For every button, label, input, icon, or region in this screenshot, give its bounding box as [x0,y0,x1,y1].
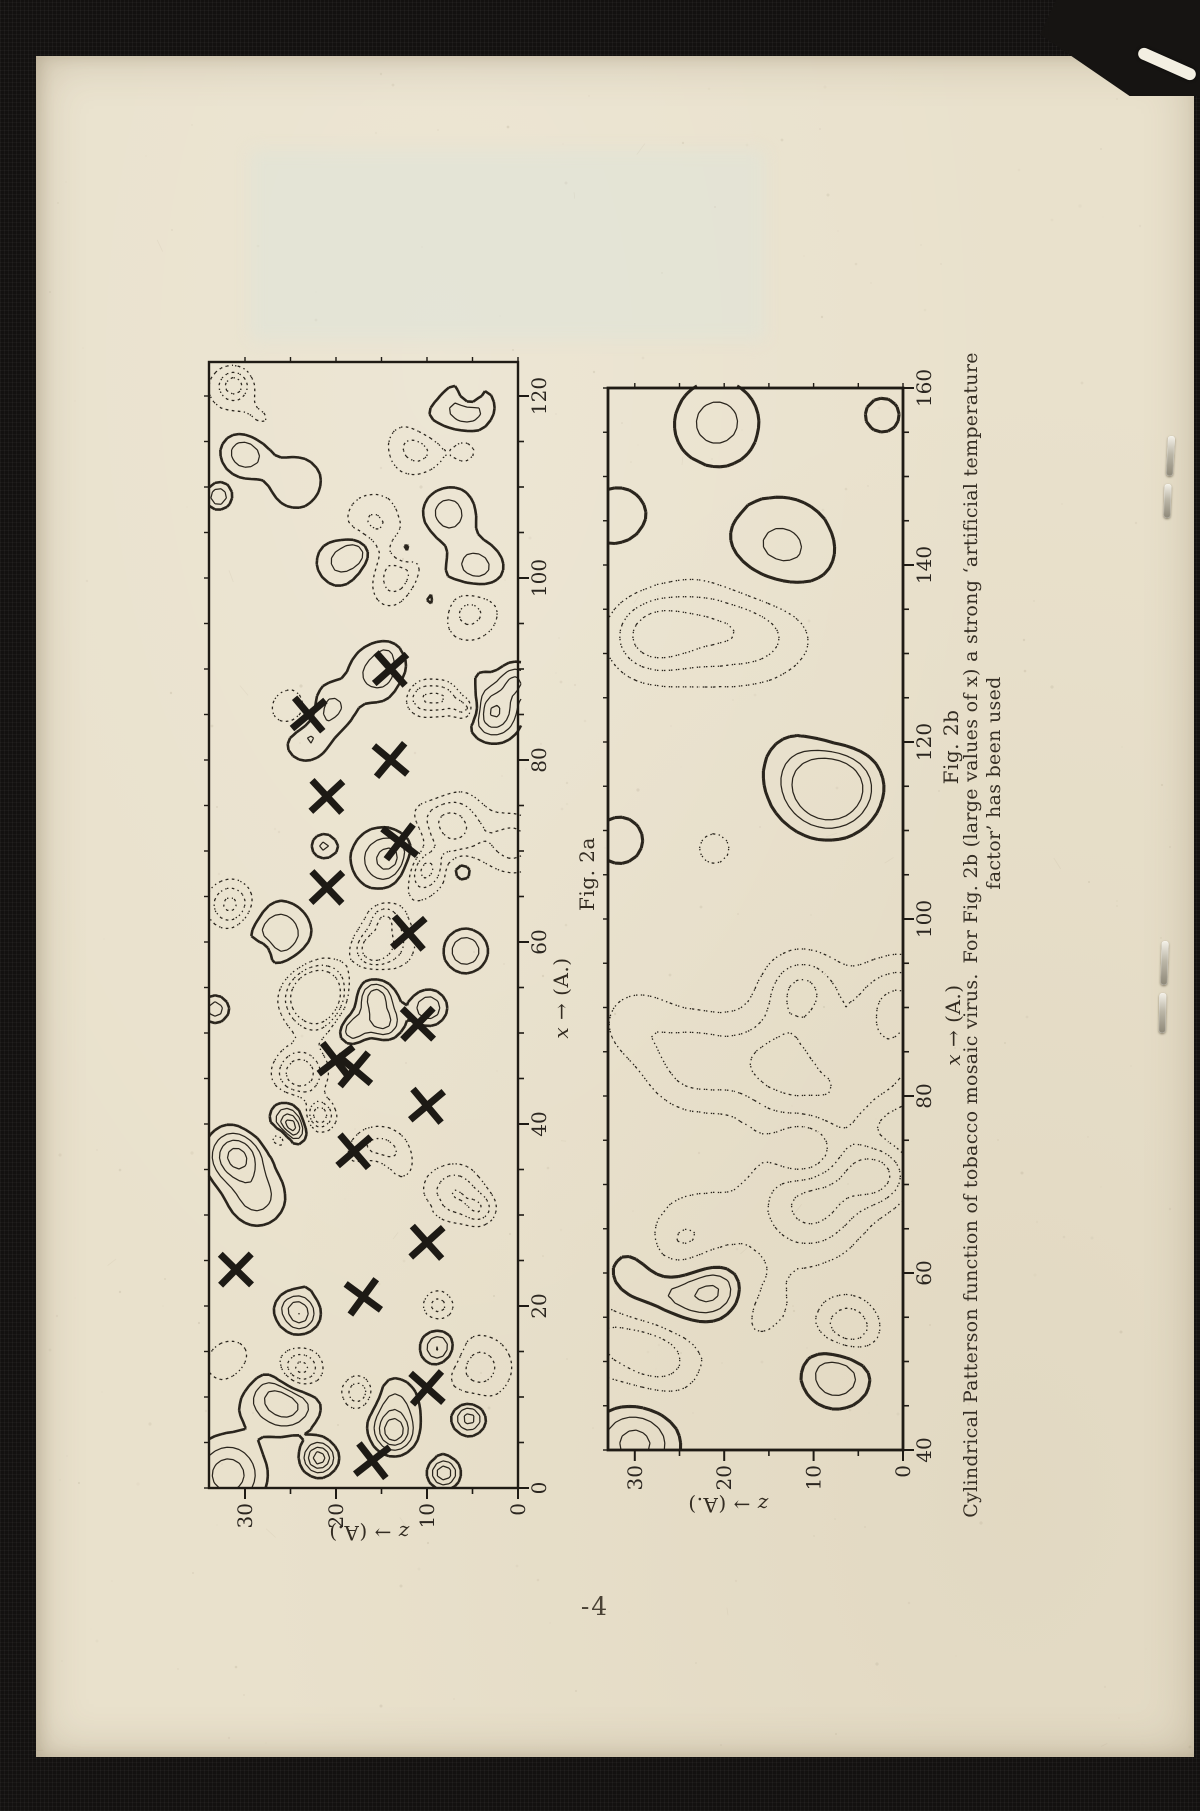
paper-fleck [58,1153,61,1156]
paper-fleck [1116,905,1117,906]
x-axis-tick-label: 60 [527,929,551,955]
paper-fleck [86,580,88,582]
paper-fleck [104,939,105,940]
paper-fleck [875,1662,878,1665]
paper-fleck [190,1151,193,1154]
contour-line [608,597,902,1377]
x-axis-tick-label: 80 [912,1083,936,1109]
paper-fleck [1100,1186,1101,1187]
paper-fleck [1088,881,1090,883]
paper-fleck [1091,1237,1094,1240]
paper-fleck [1118,1717,1120,1719]
paper-fleck [75,1298,76,1299]
paper-fleck [1169,846,1171,848]
page-number: -4 [580,1592,610,1621]
paper-fleck [824,86,827,89]
cross-mark [413,1229,440,1256]
paper-fleck [400,1585,403,1588]
z-axis-tick-label: 10 [415,1503,439,1529]
paper-fiber [157,240,162,252]
paper-fleck [955,1655,956,1656]
paper-fleck [453,1698,455,1700]
paper-fleck [82,347,84,349]
paper-fleck [1033,1273,1036,1276]
paper-fleck [1103,217,1104,218]
paper-fleck [1033,600,1034,601]
figure-caption-line-2: factor’ has been used [983,676,1005,890]
paper-fleck [1050,685,1053,688]
paper-fleck [61,1660,62,1661]
figure-caption-line-1: Cylindrical Patterson function of tobacco mosaic virus. For Fig. 2b (large values of x) a strong ‘artificial temperature [960,352,982,1518]
paper-fleck [1146,1649,1147,1650]
z-axis-tick-label: 20 [324,1503,348,1529]
paper-fleck [1167,820,1168,821]
z-axis-units: → (A.) [328,1521,399,1545]
paper-fleck [96,1149,98,1151]
paper-fleck [1100,148,1102,150]
paper-fleck [78,1482,80,1484]
contour-line [209,386,521,1488]
paper-fleck [119,1291,121,1293]
paper-fleck [235,1666,238,1669]
paper-fleck [380,1705,383,1708]
paper-fleck [1061,503,1062,504]
z-axis-variable: z [398,1521,410,1545]
paper-fleck [1161,784,1163,786]
paper-fleck [49,291,51,293]
x-axis-tick-label: 100 [527,558,551,598]
z-axis-units: → (A.) [687,1493,758,1517]
figure-2a-z-axis-label [309,1521,429,1545]
x-axis-tick-label: 40 [912,1437,936,1463]
figure-2a-title: Fig. 2a [575,837,599,911]
paper-fleck [1081,382,1084,385]
x-axis-tick-label: 20 [527,1293,551,1319]
paper-fleck [49,1349,52,1352]
paper-fleck [735,1580,737,1582]
paper-fleck [1190,1468,1193,1471]
paper-fiber [727,1608,728,1616]
paper-fleck [145,155,146,156]
cross-mark [405,1011,431,1037]
x-axis-tick-label: 40 [527,1111,551,1137]
paper-fleck [170,692,172,694]
paper-fleck [59,1479,60,1480]
paper-fleck [418,1568,421,1571]
cross-mark [395,919,423,947]
paper-fleck [380,73,382,75]
staple-icon [1163,484,1171,518]
figure-2b-contour-plot [608,368,936,1491]
paper-fleck [575,1690,577,1692]
contour-line [228,705,500,1464]
paper-fleck [91,1629,92,1630]
contour-line [633,611,902,1224]
x-axis-tick-label: 160 [912,368,936,408]
x-axis-tick-label: 140 [912,545,936,585]
paper-fleck [1130,1065,1131,1066]
paper-fleck [1139,225,1141,227]
x-axis-tick-label: 120 [527,376,551,416]
paper-fleck [516,1565,519,1568]
z-axis-tick-label: 10 [801,1465,826,1491]
paper-fleck [695,1662,697,1664]
paper-fleck [191,124,192,125]
rotated-figure-block [200,94,1010,1550]
paper-fleck [192,1572,194,1574]
cross-mark [377,746,405,774]
paper-fleck [228,1737,230,1739]
paper-fleck [66,1455,67,1456]
figure-2a-x-axis-label [549,898,573,1098]
paper-fleck [66,182,67,183]
x-axis-tick-label: 100 [912,899,936,939]
paper-fleck [171,229,173,231]
paper-fleck [162,1305,164,1307]
paper-fleck [111,1580,113,1582]
paper-fleck [1063,1236,1066,1239]
contour-line [608,386,899,1450]
paper-fleck [708,88,710,90]
z-axis-tick-label: 30 [622,1465,647,1491]
paper-fleck [1135,522,1137,524]
z-axis-tick-label: 20 [712,1465,737,1491]
paper-fleck [1104,1686,1106,1688]
x-axis-tick-label: 120 [912,722,936,762]
paper-fleck [1122,747,1123,748]
x-axis-tick-label: 0 [527,1481,551,1495]
x-axis-units: → (A.) [549,957,573,1027]
paper-fleck [136,1482,139,1485]
cross-mark [314,874,341,901]
contour-line [620,758,863,1450]
paper-fleck [908,1602,910,1604]
paper-fleck [1036,1221,1038,1223]
cross-mark [413,1374,441,1402]
x-axis-variable: x [549,1026,573,1039]
cross-mark [358,1446,387,1475]
paper-fleck [1120,1331,1123,1334]
paper-fleck [1087,1136,1088,1137]
paper-fleck [537,1579,540,1582]
paper-fleck [1021,1172,1024,1175]
paper-fleck [1189,1746,1192,1749]
paper-fleck [186,506,187,507]
paper-fleck [74,400,75,401]
cross-mark [348,1282,378,1312]
z-axis-tick-label: 30 [233,1503,257,1529]
figure-2a-contour-plot [209,362,551,1529]
paper-fleck [56,1315,58,1317]
paper-fleck [1169,1208,1171,1210]
paper-fleck [1051,219,1054,222]
x-axis-units: → (A.) [941,984,965,1054]
paper-fleck [243,1694,245,1696]
paper-fleck [549,1622,550,1623]
paper-fleck [835,1733,837,1735]
paper-fleck [1018,169,1021,172]
paper-fleck [148,1422,151,1425]
paper-fiber [1054,858,1061,869]
paper-fleck [1023,639,1025,641]
paper-fleck [96,1640,99,1643]
paper-fleck [1116,98,1118,100]
paper-fleck [1116,900,1118,902]
paper-fleck [164,1278,166,1280]
figure-2b-z-axis-label [668,1493,788,1517]
plot-frame [608,388,903,1450]
x-axis-tick-label: 80 [527,747,551,773]
paper-fleck [1160,937,1161,938]
x-axis-tick-label: 60 [912,1260,936,1286]
paper-fleck [57,202,59,204]
paper-fleck [37,1447,38,1448]
z-axis-tick-label: 0 [891,1465,915,1478]
cross-mark [413,1092,441,1120]
cross-mark [223,1256,249,1282]
figure-2b-title: Fig. 2b [939,709,963,785]
x-axis-variable: x [941,1053,965,1066]
staple-icon [1159,993,1167,1033]
paper-fleck [1024,670,1027,673]
paper-fleck [177,1668,178,1669]
paper-fiber [1101,1743,1107,1746]
paper-fleck [119,1169,122,1172]
z-axis-variable: z [757,1493,769,1517]
paper-fiber [108,1259,116,1265]
paper-fleck [392,84,395,87]
paper-fleck [1078,204,1081,207]
paper-fleck [102,1392,103,1393]
paper-fleck [1026,1016,1029,1019]
z-axis-tick-label: 0 [506,1503,530,1516]
cross-mark [313,783,340,810]
paper-fleck [265,1742,267,1744]
paper-fleck [720,1744,722,1746]
